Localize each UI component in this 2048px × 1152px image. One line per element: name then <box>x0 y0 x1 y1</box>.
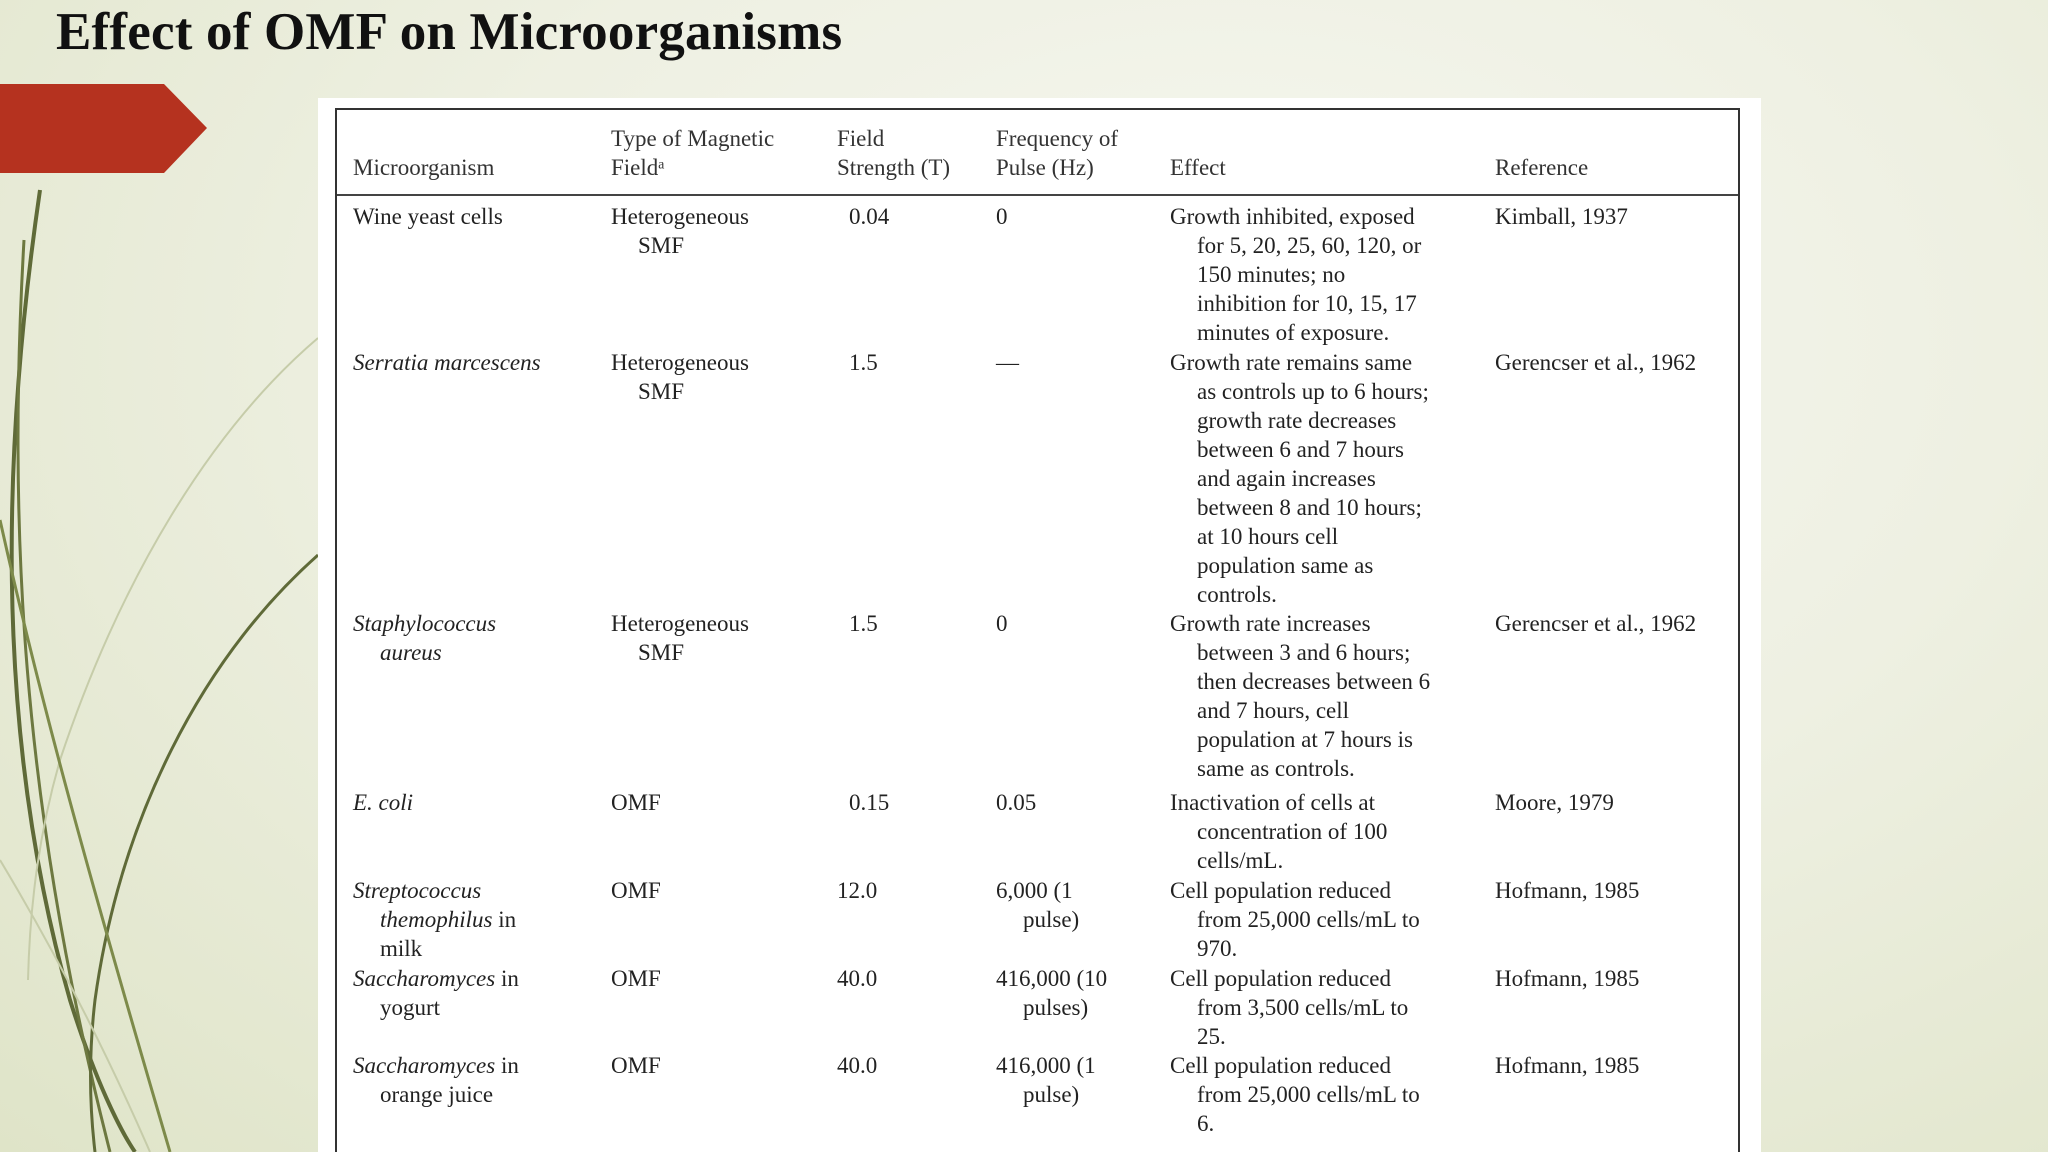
row2-frequency: — <box>996 350 1019 375</box>
row1-strength: 0.04 <box>849 204 890 229</box>
header-effect: Effect <box>1170 155 1226 180</box>
header-frequency: Frequency of Pulse (Hz) <box>996 126 1118 180</box>
data-table <box>335 108 1740 1152</box>
header-field-strength: Field Strength (T) <box>837 126 951 180</box>
header-reference: Reference <box>1495 155 1589 180</box>
row7-field-type: OMF <box>611 1053 661 1078</box>
row2-effect: Growth rate remains same as controls up to 6 hours; growth rate decreases between 6 and 7 hours and again increases between 8 and 10 hours; at 10 hours cell population same as controls. <box>1170 350 1429 607</box>
row6-field-type: OMF <box>611 966 661 991</box>
row1-organism: Wine yeast cells <box>353 204 503 229</box>
row4-organism: E. coli <box>353 790 414 815</box>
row7-frequency: 416,000 (1 pulse) <box>996 1053 1096 1107</box>
row4-field-type: OMF <box>611 790 661 815</box>
row6-frequency: 416,000 (10 pulses) <box>996 966 1108 1020</box>
row6-strength: 40.0 <box>837 966 878 991</box>
row3-effect: Growth rate increases between 3 and 6 hours; then decreases between 6 and 7 hours, cell population at 7 hours is same as controls. <box>1170 611 1431 781</box>
row2-field-type: Heterogeneous SMF <box>611 350 749 404</box>
row4-strength: 0.15 <box>849 790 890 815</box>
header-rule <box>337 194 1738 196</box>
row1-frequency: 0 <box>996 204 1008 229</box>
row1-reference: Kimball, 1937 <box>1495 204 1628 229</box>
row3-field-type: Heterogeneous SMF <box>611 611 749 665</box>
row7-organism: Saccharomyces in orange juice <box>353 1053 519 1107</box>
row6-effect: Cell population reduced from 3,500 cells/mL to 25. <box>1170 966 1409 1049</box>
row1-field-type: Heterogeneous SMF <box>611 204 749 258</box>
row5-frequency: 6,000 (1 pulse) <box>996 878 1080 932</box>
row6-organism: Saccharomyces in yogurt <box>353 966 519 1020</box>
row3-strength: 1.5 <box>849 611 878 636</box>
row2-strength: 1.5 <box>849 350 878 375</box>
header-microorganism: Microorganism <box>353 155 495 180</box>
row4-frequency: 0.05 <box>996 790 1037 815</box>
row4-reference: Moore, 1979 <box>1495 790 1614 815</box>
row3-frequency: 0 <box>996 611 1008 636</box>
row3-organism: Staphylococcus aureus <box>353 611 497 665</box>
row5-organism: Streptococcus themophilus in milk <box>353 878 517 961</box>
row5-strength: 12.0 <box>837 878 878 903</box>
row1-effect: Growth inhibited, exposed for 5, 20, 25, 60, 120, or 150 minutes; no inhibition for 10, 15, 17 minutes of exposure. <box>1170 204 1422 345</box>
row2-organism: Serratia marcescens <box>353 350 541 375</box>
header-field-type: Type of Magnetic Fieldᵃ <box>611 126 775 180</box>
row5-effect: Cell population reduced from 25,000 cells/mL to 970. <box>1170 878 1420 961</box>
row7-effect: Cell population reduced from 25,000 cells/mL to 6. <box>1170 1053 1420 1136</box>
table-image <box>318 98 1761 1152</box>
row6-reference: Hofmann, 1985 <box>1495 966 1640 991</box>
row7-strength: 40.0 <box>837 1053 878 1078</box>
row7-reference: Hofmann, 1985 <box>1495 1053 1640 1078</box>
row5-field-type: OMF <box>611 878 661 903</box>
row2-reference: Gerencser et al., 1962 <box>1495 350 1697 375</box>
row5-reference: Hofmann, 1985 <box>1495 878 1640 903</box>
row4-effect: Inactivation of cells at concentration of 100 cells/mL. <box>1170 790 1388 873</box>
slide-title: Effect of OMF on Microorganisms <box>56 3 843 61</box>
row3-reference: Gerencser et al., 1962 <box>1495 611 1697 636</box>
